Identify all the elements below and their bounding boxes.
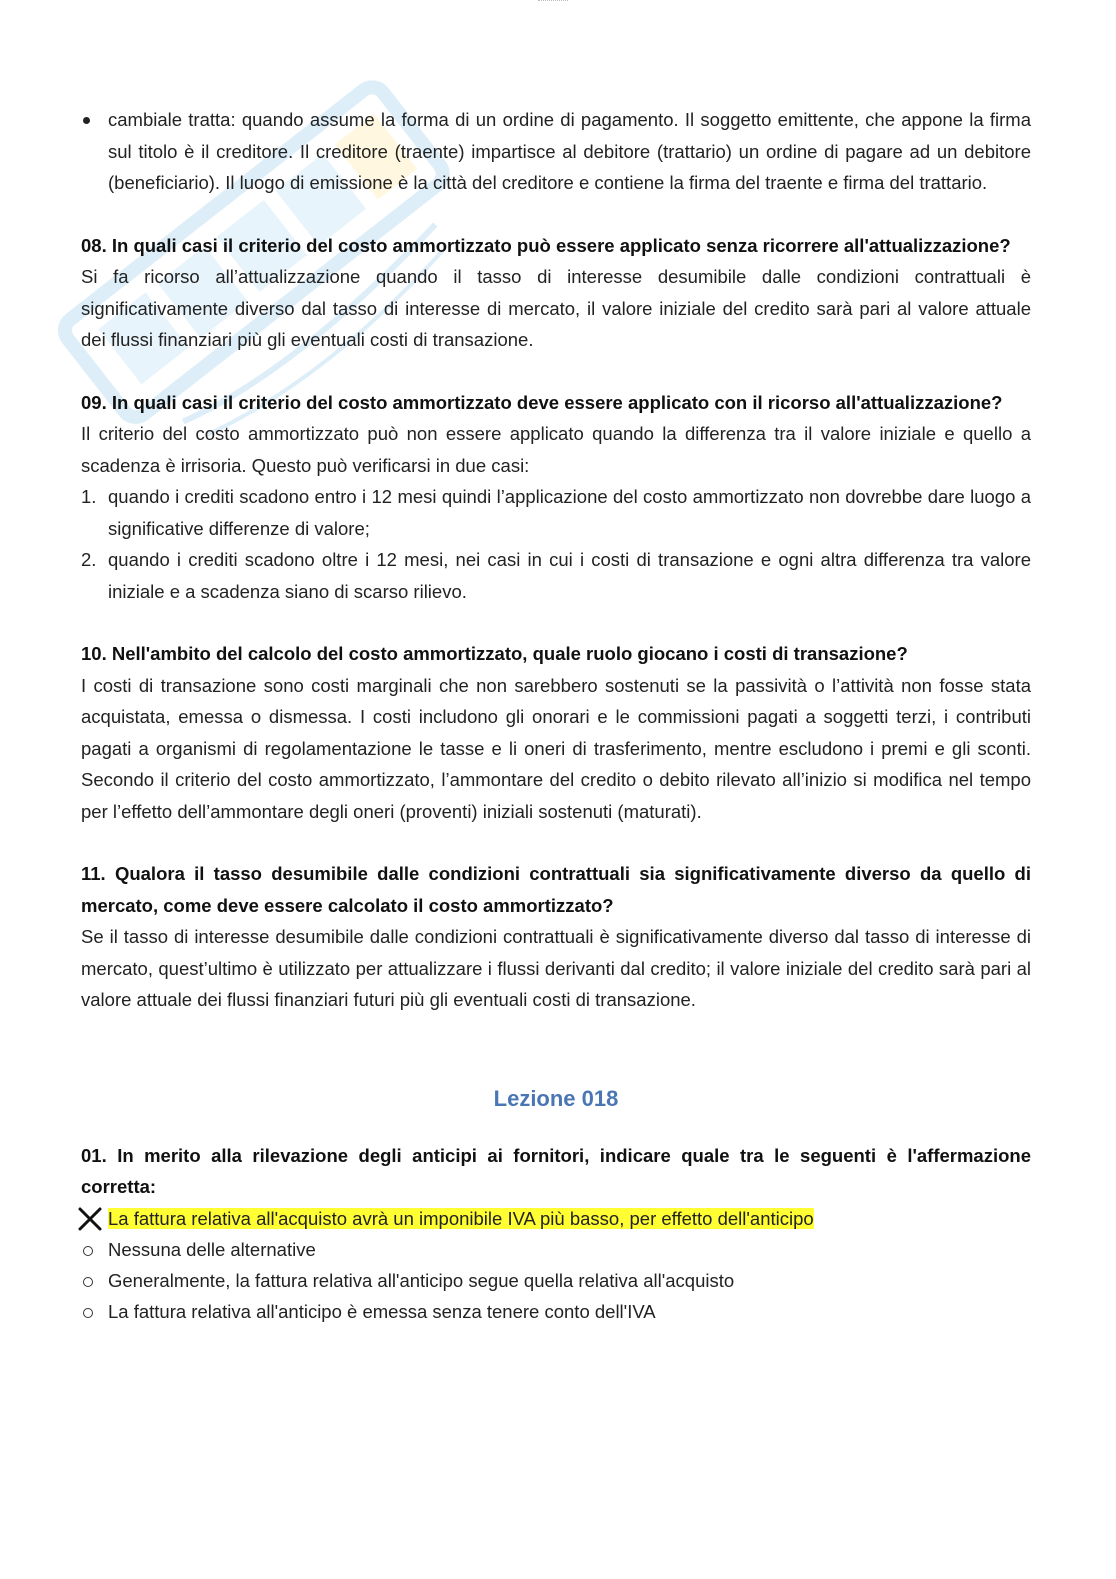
question-08 bbox=[81, 230, 1031, 356]
question-11 bbox=[81, 858, 1031, 1016]
question-08-title: 08. In quali casi il criterio del costo ammortizzato può essere applicato senza ricorrere all'attualizzazione? bbox=[81, 234, 1011, 256]
intro-bullet-text: cambiale tratta: quando assume la forma di un ordine di pagamento. Il soggetto emittente, che appone la firma sul titolo è il creditore. Il creditore (traente) impartisce al debitore (trattario) un ordine di pagare ad un debitore (beneficiario). Il luogo di emissione è la città del creditore e contiene la firma del traente e firma del trattario. bbox=[108, 109, 1031, 193]
x-mark-icon bbox=[77, 1206, 103, 1232]
list-item bbox=[81, 544, 1031, 607]
answer-option-text: Nessuna delle alternative bbox=[108, 1238, 316, 1260]
question-10-title: 10. Nell'ambito del calcolo del costo ammortizzato, quale ruolo giocano i costi di transazione? bbox=[81, 643, 908, 664]
question-11-title: 11. Qualora il tasso desumibile dalle condizioni contrattuali sia significativamente diverso da quello di mercato, come deve essere calcolato il costo ammortizzato? bbox=[81, 863, 1031, 916]
question-11-answer: Se il tasso di interesse desumibile dalle condizioni contrattuali è significativamente diverso dal tasso di interesse di mercato, quest’ultimo è utilizzato per attualizzare i flussi derivanti dal credito; il valore iniziale del credito sarà pari al valore attuale dei flussi finanziari futuri più gli eventuali costi di transazione. bbox=[81, 926, 1031, 1010]
top-mark bbox=[538, 0, 568, 4]
answer-option-text: La fattura relativa all'anticipo è emessa senza tenere conto dell'IVA bbox=[108, 1300, 656, 1322]
list-item-number: 2. bbox=[81, 549, 97, 570]
question-08-answer: Si fa ricorso all’attualizzazione quando il tasso di interesse desumibile dalle condizioni contrattuali è significativamente diverso dal tasso di interesse di mercato, il valore iniziale del credito sarà pari al valore attuale dei flussi finanziari più gli eventuali costi di transazione. bbox=[81, 266, 1031, 350]
list-item-text: quando i crediti scadono entro i 12 mesi quindi l’applicazione del costo ammortizzato non dovrebbe dare luogo a significative differenze di valore; bbox=[108, 486, 1031, 539]
radio-circle-icon bbox=[83, 1277, 93, 1287]
answer-option-text-selected: La fattura relativa all'acquisto avrà un imponibile IVA più basso, per effetto dell'anticipo bbox=[108, 1207, 814, 1229]
bullet-dot-icon bbox=[83, 117, 90, 124]
answer-option[interactable] bbox=[81, 1265, 1031, 1296]
page-content bbox=[81, 104, 1031, 1327]
answer-option-text: Generalmente, la fattura relativa all'anticipo segue quella relativa all'acquisto bbox=[108, 1269, 735, 1291]
answer-option[interactable] bbox=[81, 1296, 1031, 1327]
lesson-title: Lezione 018 bbox=[493, 1085, 619, 1111]
lesson-question-01 bbox=[81, 1140, 1031, 1327]
list-item-text: quando i crediti scadono oltre i 12 mesi, nei casi in cui i costi di transazione e ogni altra differenza tra valore iniziale e a scadenza siano di scarso rilievo. bbox=[108, 549, 1031, 602]
question-09-title: 09. In quali casi il criterio del costo ammortizzato deve essere applicato con il ricorso all'attualizzazione? bbox=[81, 391, 1003, 413]
answer-option[interactable] bbox=[81, 1234, 1031, 1265]
intro-bullet bbox=[81, 104, 1031, 199]
radio-circle-icon bbox=[83, 1308, 93, 1318]
question-09 bbox=[81, 387, 1031, 608]
list-item bbox=[81, 481, 1031, 544]
list-item-number: 1. bbox=[81, 486, 97, 507]
radio-circle-icon bbox=[83, 1246, 93, 1256]
question-09-answer: Il criterio del costo ammortizzato può non essere applicato quando la differenza tra il valore iniziale e quello a scadenza è irrisoria. Questo può verificarsi in due casi: bbox=[81, 423, 1031, 476]
question-10-answer: I costi di transazione sono costi marginali che non sarebbero sostenuti se la passività o l’attività non fosse stata acquistata, emessa o dismessa. I costi includono gli onorari e le commissioni pagati a soggetti terzi, i contributi pagati a organismi di regolamentazione le tasse e li oneri di trasferimento, mentre escludono i premi e gli sconti. Secondo il criterio del costo ammortizzato, l’ammontare del credito o debito rilevato all’inizio si modifica nel tempo per l’effetto dell’ammontare degli oneri (proventi) iniziali sostenuti (maturati). bbox=[81, 674, 1031, 822]
answer-option[interactable] bbox=[81, 1203, 1031, 1234]
question-10 bbox=[81, 638, 1031, 827]
question-09-list bbox=[81, 481, 1031, 607]
lesson-question-01-title: 01. In merito alla rilevazione degli anticipi ai fornitori, indicare quale tra le seguenti è l'affermazione corretta: bbox=[81, 1144, 1031, 1197]
